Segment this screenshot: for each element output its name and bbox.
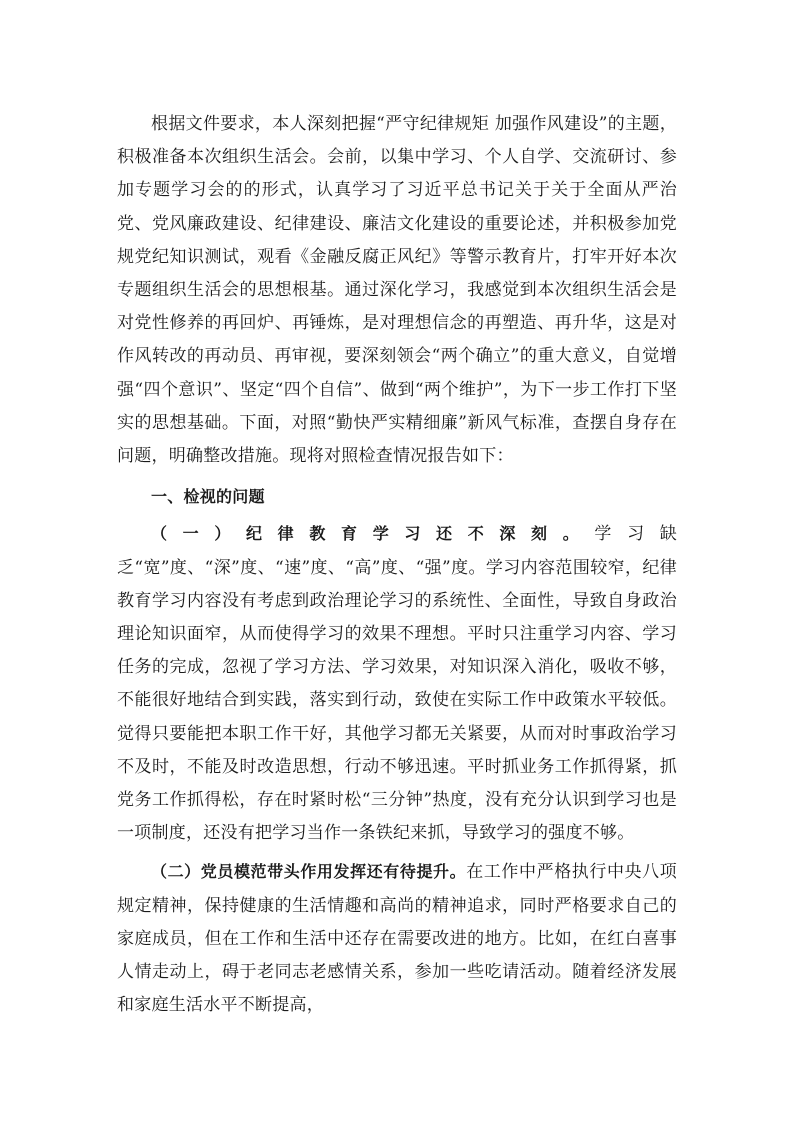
problem-item-2 — [117, 855, 677, 1022]
spacer — [117, 473, 677, 478]
problem-item-1 — [117, 517, 677, 850]
problem-item-1-title: （一）纪律教育学习还不深刻。 — [151, 524, 595, 544]
problem-item-1-body: 学习缺乏“宽”度、“深”度、“速”度、“高”度、“强”度。学习内容范围较窄，纪律教育学习内容没有考虑到政治理论学习的系统性、全面性，导致自身政治理论知识面窄，从而使得学习的效果不理想。平时只注重学习内容、学习任务的完成，忽视了学习方法、学习效果，对知识深入消化，吸收不够，不能很好地结合到实践，落实到行动，致使在实际工作中政策水平较低。觉得只要能把本职工作干好，其他学习都无关紧要，从而对时事政治学习不及时，不能及时改造思想，行动不够迅速。平时抓业务工作抓得紧，抓党务工作抓得松，存在时紧时松“三分钟”热度，没有充分认识到学习也是一项制度，还没有把学习当作一条铁纪来抓，导致学习的强度不够。 — [117, 524, 677, 844]
section-heading-problems: 一、检视的问题 — [151, 487, 265, 507]
intro-paragraph: 根据文件要求，本人深刻把握“严守纪律规矩 加强作风建设”的主题，积极准备本次组织生活会。会前，以集中学习、个人自学、交流研讨、参加专题学习会的的形式，认真学习了习近平总书记关于关于全面从严治党、党风廉政建设、纪律建设、廉洁文化建设的重要论述，并积极参加党规党纪知识测试，观看《金融反腐正风纪》等警示教育片，打牢开好本次专题组织生活会的思想根基。通过深化学习，我感觉到本次组织生活会是对党性修养的再回炉、再锤炼，是对理想信念的再塑造、再升华，这是对作风转改的再动员、再审视，要深刻领会“两个确立”的重大意义，自觉增强“四个意识”、坚定“四个自信”、做到“两个维护”，为下一步工作打下坚实的思想基础。下面，对照“勤快严实精细廉”新风气标准，查摆自身存在问题，明确整改措施。现将对照检查情况报告如下： — [117, 114, 677, 467]
problem-item-2-title: （二）党员模范带头作用发挥还有待提升。 — [151, 862, 467, 882]
problem-item-2-body: 在工作中严格执行中央八项规定精神，保持健康的生活情趣和高尚的精神追求，同时严格要求自己的家庭成员，但在工作和生活中还存在需要改进的地方。比如，在红白喜事人情走动上，碍于老同志老感情关系，参加一些吃请活动。随着经济发展和家庭生活水平不断提高， — [117, 862, 677, 1016]
document-body — [117, 108, 677, 1022]
